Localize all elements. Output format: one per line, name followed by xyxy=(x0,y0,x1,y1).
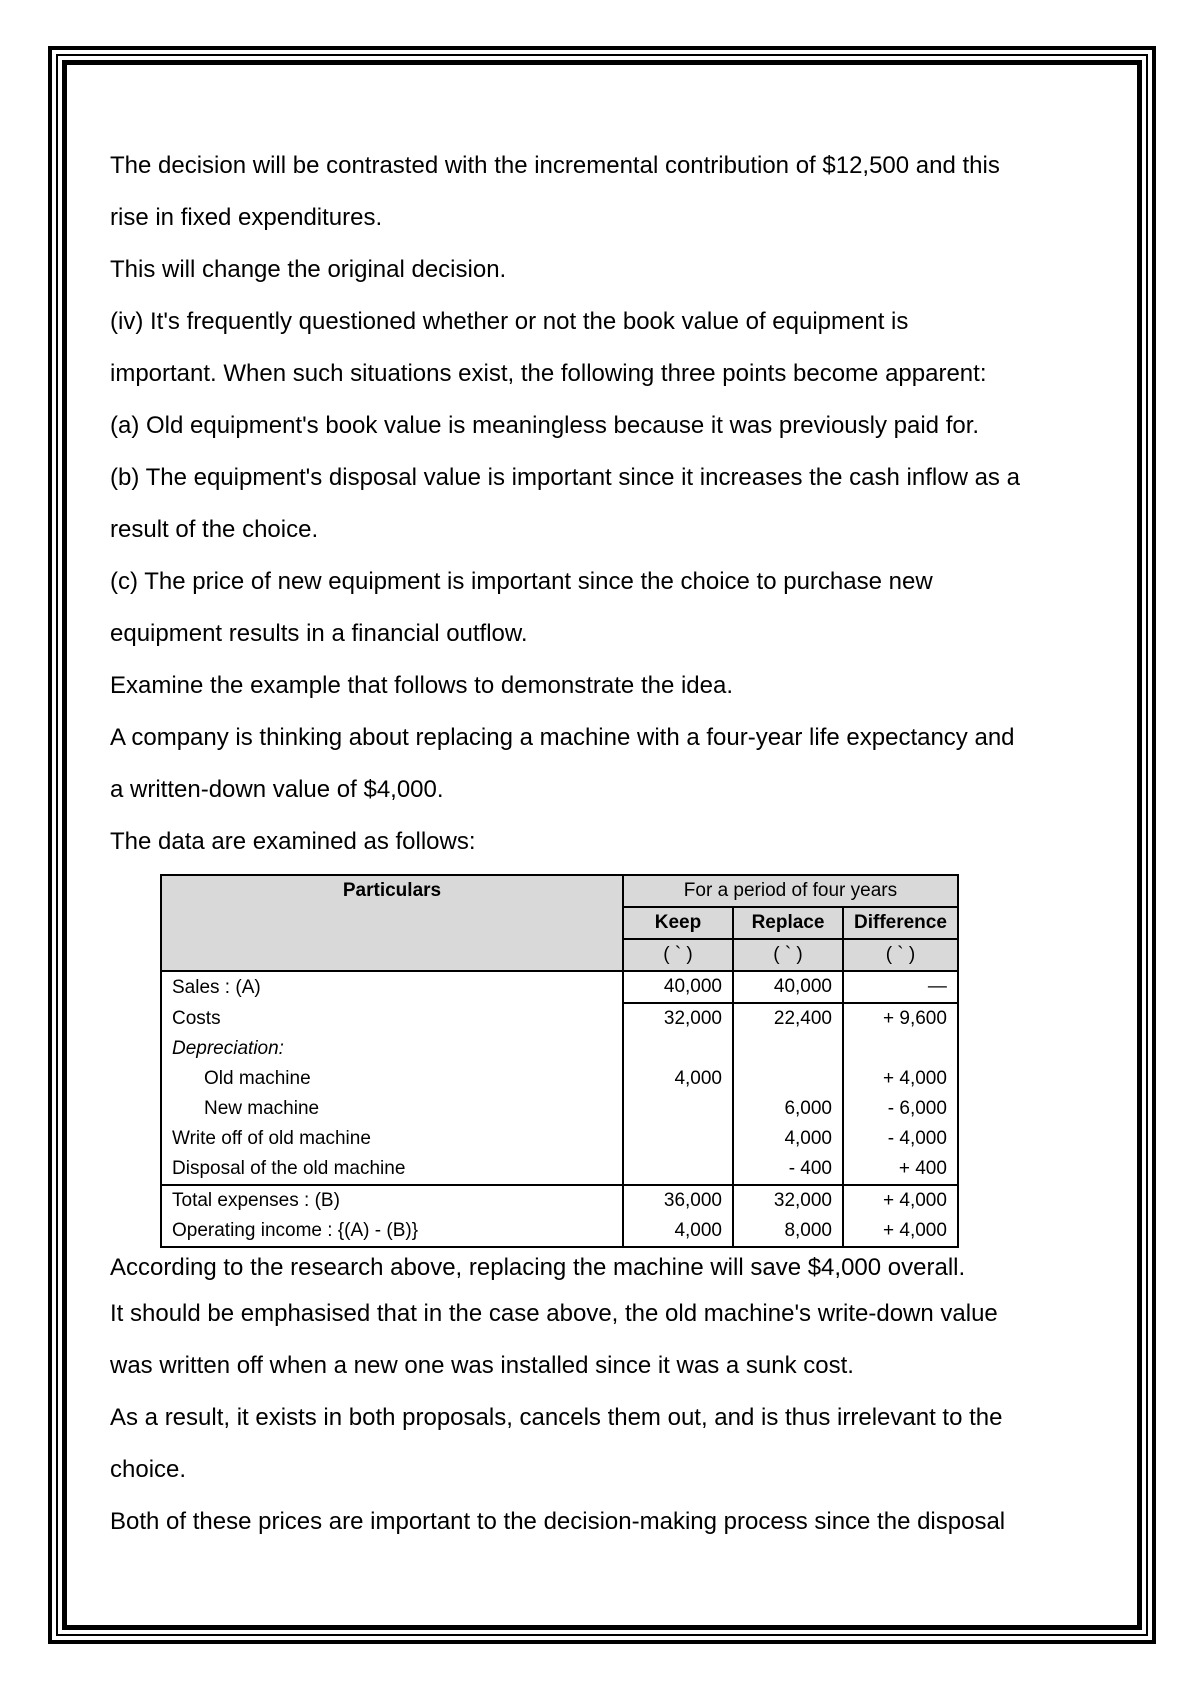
cell-replace xyxy=(733,1034,843,1064)
paragraph-line: The data are examined as follows: xyxy=(110,828,476,855)
header-keep: Keep xyxy=(623,907,733,939)
cell-keep xyxy=(623,1094,733,1124)
header-replace: Replace xyxy=(733,907,843,939)
paragraph-line: equipment results in a financial outflow. xyxy=(110,620,528,647)
paragraph-line: important. When such situations exist, the following three points become apparent: xyxy=(110,360,987,387)
paragraph-line: (c) The price of new equipment is important since the choice to purchase new xyxy=(110,568,933,595)
cell-difference: - 6,000 xyxy=(843,1094,958,1124)
cell-difference: + 4,000 xyxy=(843,1216,958,1247)
row-label: Disposal of the old machine xyxy=(161,1154,623,1185)
cell-difference: — xyxy=(843,971,958,1003)
page-content xyxy=(110,140,1100,1548)
cell-keep: 40,000 xyxy=(623,971,733,1003)
table-row xyxy=(161,1034,958,1064)
row-label: Depreciation: xyxy=(161,1034,623,1064)
paragraph-line: It should be emphasised that in the case above, the old machine's write-down value xyxy=(110,1300,998,1327)
table-row xyxy=(161,1064,958,1094)
paragraph-line: a written-down value of $4,000. xyxy=(110,776,444,803)
cell-keep: 32,000 xyxy=(623,1003,733,1034)
cell-keep xyxy=(623,1124,733,1154)
paragraph-line: This will change the original decision. xyxy=(110,256,507,283)
cell-replace: 8,000 xyxy=(733,1216,843,1247)
paragraph-line: (b) The equipment's disposal value is important since it increases the cash inflow as a xyxy=(110,464,1020,491)
cell-difference: + 4,000 xyxy=(843,1064,958,1094)
header-particulars: Particulars xyxy=(161,875,623,971)
cell-replace: 4,000 xyxy=(733,1124,843,1154)
cell-difference: - 4,000 xyxy=(843,1124,958,1154)
cell-keep xyxy=(623,1034,733,1064)
unit-keep: ( ` ) xyxy=(623,939,733,971)
unit-difference: ( ` ) xyxy=(843,939,958,971)
row-label: Total expenses : (B) xyxy=(161,1185,623,1216)
row-label: Sales : (A) xyxy=(161,971,623,1003)
paragraph-line: A company is thinking about replacing a machine with a four-year life expectancy and xyxy=(110,724,1015,751)
keep-vs-replace-table xyxy=(160,874,959,1248)
row-label: Operating income : {(A) - (B)} xyxy=(161,1216,623,1247)
cell-difference xyxy=(843,1034,958,1064)
row-label: Old machine xyxy=(161,1064,623,1094)
paragraph-line: (iv) It's frequently questioned whether or not the book value of equipment is xyxy=(110,308,909,335)
paragraph-line: Both of these prices are important to the decision-making process since the disposal xyxy=(110,1508,1006,1535)
paragraph-line: Examine the example that follows to demonstrate the idea. xyxy=(110,672,734,699)
paragraph-line: The decision will be contrasted with the incremental contribution of $12,500 and this xyxy=(110,152,1000,179)
paragraph-line: choice. xyxy=(110,1456,187,1483)
table-row xyxy=(161,1185,958,1216)
cell-replace: 22,400 xyxy=(733,1003,843,1034)
paragraph-line: result of the choice. xyxy=(110,516,319,543)
cell-replace: 40,000 xyxy=(733,971,843,1003)
header-period: For a period of four years xyxy=(623,875,958,907)
row-label: Costs xyxy=(161,1003,623,1034)
cell-replace: 32,000 xyxy=(733,1185,843,1216)
paragraph-line: As a result, it exists in both proposals, cancels them out, and is thus irrelevant to the xyxy=(110,1404,1003,1431)
cell-replace xyxy=(733,1064,843,1094)
cell-keep: 4,000 xyxy=(623,1216,733,1247)
paragraph-line: was written off when a new one was installed since it was a sunk cost. xyxy=(110,1352,854,1379)
cell-keep xyxy=(623,1154,733,1185)
cell-keep: 4,000 xyxy=(623,1064,733,1094)
table-row xyxy=(161,1124,958,1154)
row-label: New machine xyxy=(161,1094,623,1124)
cell-keep: 36,000 xyxy=(623,1185,733,1216)
paragraph-line: (a) Old equipment's book value is meaningless because it was previously paid for. xyxy=(110,412,980,439)
comparison-table-wrapper xyxy=(160,874,1100,1248)
cell-difference: + 400 xyxy=(843,1154,958,1185)
cell-replace: 6,000 xyxy=(733,1094,843,1124)
header-difference: Difference xyxy=(843,907,958,939)
paragraph-line: According to the research above, replacing the machine will save $4,000 overall. xyxy=(110,1254,966,1281)
paragraph-line: rise in fixed expenditures. xyxy=(110,204,383,231)
table-row xyxy=(161,1216,958,1247)
table-row xyxy=(161,1003,958,1034)
cell-difference: + 9,600 xyxy=(843,1003,958,1034)
unit-replace: ( ` ) xyxy=(733,939,843,971)
row-label: Write off of old machine xyxy=(161,1124,623,1154)
table-row xyxy=(161,1154,958,1185)
cell-replace: - 400 xyxy=(733,1154,843,1185)
cell-difference: + 4,000 xyxy=(843,1185,958,1216)
table-row xyxy=(161,971,958,1003)
table-row xyxy=(161,1094,958,1124)
